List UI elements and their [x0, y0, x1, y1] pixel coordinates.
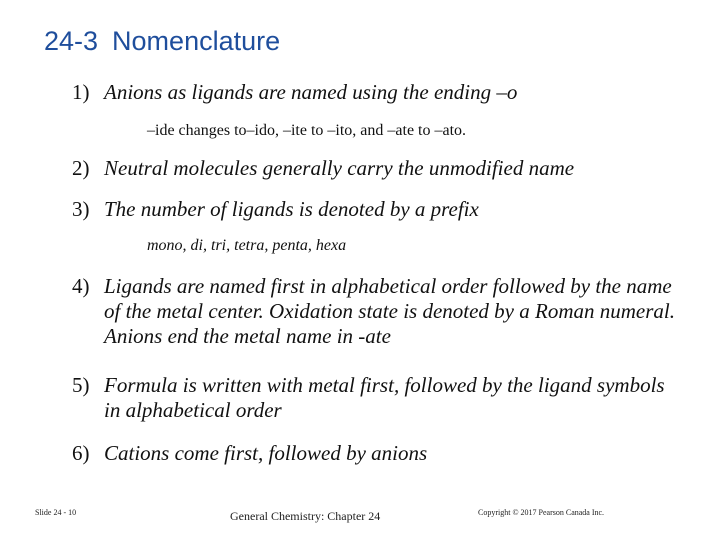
item-number: 2): [72, 156, 90, 180]
item-number: 6): [72, 441, 90, 465]
item-text: Anions as ligands are named using the ending –o: [104, 80, 518, 104]
footer-course: General Chemistry: Chapter 24: [230, 509, 381, 523]
item-text: Formula is written with metal first, followed by the ligand symbols in alphabetical order: [104, 373, 665, 422]
list-item-6: [72, 441, 678, 466]
item-text: Ligands are named first in alphabetical order followed by the name of the metal center. Oxidation state is denoted by a Roman numeral. Anions end the metal name in -ate: [104, 274, 675, 348]
list-item-5: [72, 373, 678, 423]
item-number: 5): [72, 373, 90, 397]
slide-number: Slide 24 - 10: [35, 508, 77, 517]
footer-copyright: Copyright © 2017 Pearson Canada Inc.: [478, 508, 605, 517]
ending-changes: –ide changes to–ido, –ite to –ito, and –ate to –ato.: [147, 122, 467, 139]
prefix-list: mono, di, tri, tetra, penta, hexa: [147, 237, 347, 254]
item-number: 1): [72, 80, 90, 104]
list-item-4: [72, 274, 678, 349]
item-text: Cations come first, followed by anions: [104, 441, 428, 465]
list-item-1: [72, 80, 672, 105]
item-number: 3): [72, 197, 90, 221]
slide-title: [44, 26, 280, 57]
item-text: The number of ligands is denoted by a prefix: [104, 197, 479, 221]
item-text: Neutral molecules generally carry the unmodified name: [104, 156, 575, 180]
section-number: 24-3: [44, 26, 99, 56]
section-title: Nomenclature: [112, 26, 281, 56]
list-item-3: [72, 197, 672, 222]
list-item-2: [72, 156, 672, 181]
item-number: 4): [72, 274, 90, 298]
